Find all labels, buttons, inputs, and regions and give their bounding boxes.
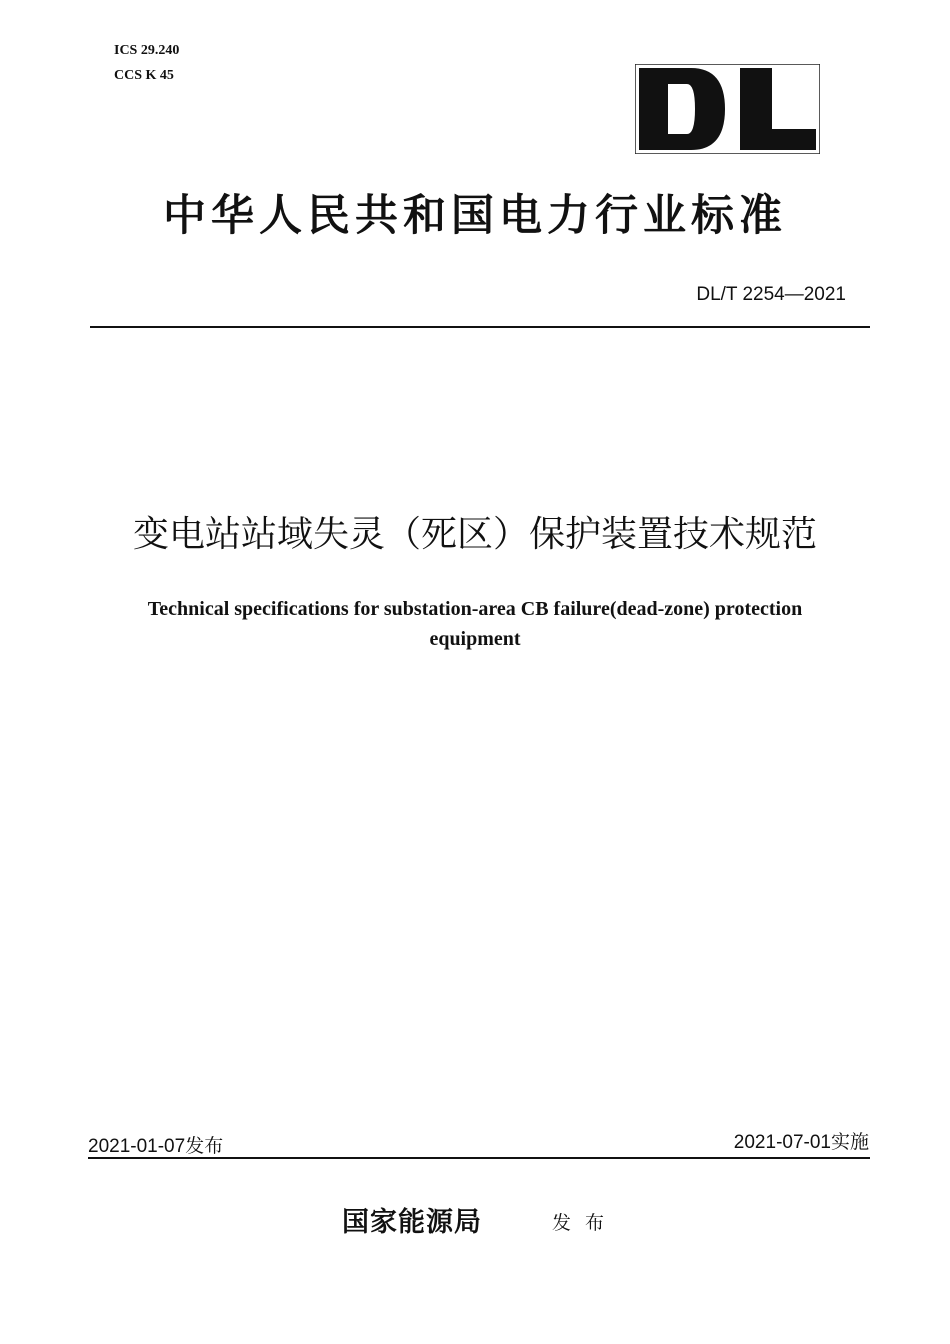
- ccs-code: CCS K 45: [114, 68, 174, 83]
- implementation-date: 2021-07-01实施: [733, 1132, 869, 1153]
- title-en-line-2: equipment: [429, 628, 521, 650]
- classification-codes: [114, 38, 179, 88]
- issue-date: 2021-01-07发布: [88, 1136, 224, 1157]
- org-title: 中华人民共和国电力行业标准: [163, 191, 787, 241]
- publish-label: 发布: [552, 1212, 619, 1234]
- standard-title-cn: 变电站站域失灵（死区）保护装置技术规范: [132, 514, 817, 555]
- top-divider: [90, 326, 870, 328]
- standard-title-en: [60, 594, 890, 654]
- standard-number: DL/T 2254—2021: [696, 284, 846, 305]
- ics-code: ICS 29.240: [114, 43, 180, 58]
- publisher: 国家能源局: [342, 1207, 482, 1238]
- bottom-divider: [88, 1157, 870, 1159]
- title-en-line-1: Technical specifications for substation-area CB failure(dead-zone) protection: [147, 598, 803, 620]
- dl-logo: [635, 64, 820, 154]
